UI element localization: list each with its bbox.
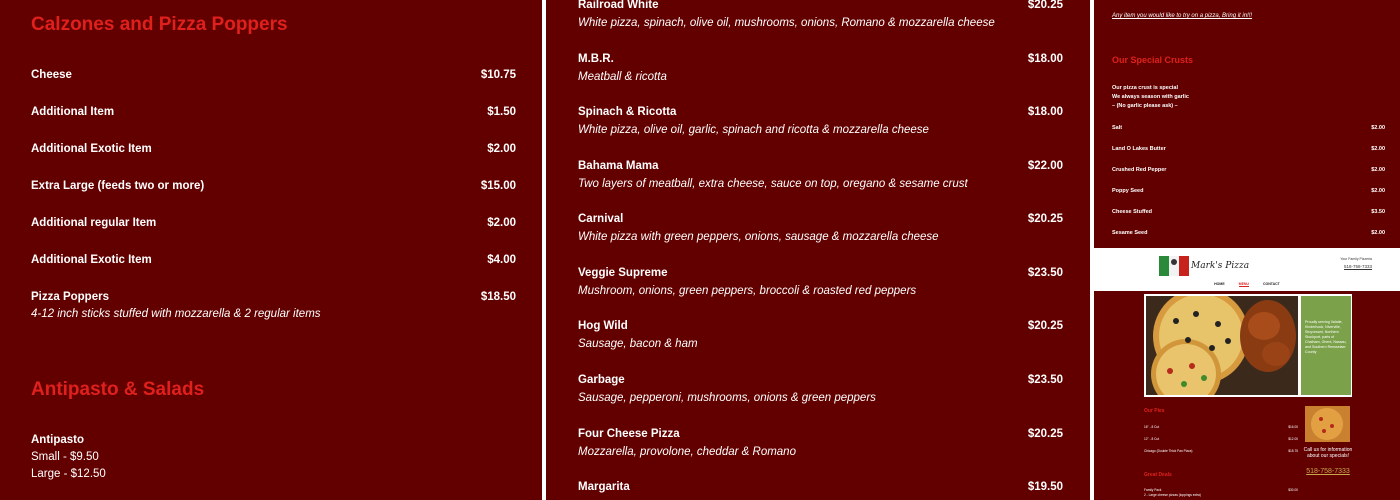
section-title-crusts: Our Special Crusts — [1112, 55, 1194, 65]
menu-item — [578, 213, 1063, 243]
item-price: $3.50 — [1371, 209, 1385, 215]
menu-panel-specialty-pizzas — [546, 0, 1090, 500]
item-price: $22.00 — [1027, 160, 1063, 172]
crust-intro-line: – (No garlic please ask) – — [1112, 103, 1178, 109]
item-price: $2.00 — [1371, 230, 1385, 236]
item-price: $2.00 — [487, 217, 516, 229]
menu-panel-calzones — [0, 0, 542, 500]
item-price: $30.00 — [1288, 488, 1298, 492]
item-name: 12" - 8 Cut — [1144, 437, 1160, 441]
item-name: Bahama Mama — [578, 160, 659, 172]
nav-menu[interactable]: MENU — [1238, 282, 1249, 286]
item-price: $20.25 — [1027, 213, 1063, 225]
crusts-section — [1094, 0, 1400, 248]
item-name: Family Pack — [1144, 488, 1162, 492]
menu-item — [31, 106, 516, 118]
item-price: $12.00 — [1288, 437, 1298, 441]
call-phone-link[interactable]: 518-758-7333 — [1306, 468, 1350, 475]
menu-item — [31, 254, 516, 266]
item-name: Extra Large (feeds two or more) — [31, 180, 205, 192]
crust-item — [1112, 146, 1385, 152]
item-name: Carnival — [578, 213, 624, 225]
item-name: Sesame Seed — [1112, 230, 1148, 236]
menu-item — [31, 143, 516, 155]
item-name: Four Cheese Pizza — [578, 428, 680, 440]
item-description: White pizza, spinach, olive oil, mushrooms, onions, Romano & mozzarella cheese — [578, 17, 995, 29]
item-name: Additional Exotic Item — [31, 143, 152, 155]
menu-item — [578, 481, 1063, 493]
menu-item — [31, 434, 516, 480]
item-name: Additional Item — [31, 106, 115, 118]
item-price: $4.00 — [487, 254, 516, 266]
pie-row — [1144, 437, 1298, 441]
site-nav — [1094, 282, 1400, 287]
item-description: White pizza with green peppers, onions, sausage & mozzarella cheese — [578, 231, 939, 243]
item-price: $23.50 — [1027, 374, 1063, 386]
menu-item — [578, 160, 1063, 190]
item-name: Cheese Stuffed — [1112, 209, 1153, 215]
menu-item — [578, 320, 1063, 350]
item-description: White pizza, olive oil, garlic, spinach and ricotta & mozzarella cheese — [578, 124, 929, 136]
item-name: Margarita — [578, 481, 630, 493]
item-price: $18.00 — [1027, 53, 1063, 65]
item-price: $20.25 — [1027, 0, 1063, 11]
crust-item — [1112, 167, 1385, 173]
call-us-text: Call us for information about our specials! — [1303, 447, 1353, 460]
menu-panel-crusts-and-preview — [1094, 0, 1400, 500]
menu-item — [578, 428, 1063, 458]
item-price: $2.00 — [1371, 125, 1385, 131]
menu-item — [578, 0, 1063, 29]
item-price: $20.25 — [1027, 320, 1063, 332]
item-price: $19.50 — [1027, 481, 1063, 493]
website-preview — [1094, 248, 1400, 500]
item-price: $2.00 — [487, 143, 516, 155]
deal-row — [1144, 488, 1298, 492]
crust-item — [1112, 209, 1385, 215]
item-name: Salt — [1112, 125, 1123, 131]
bring-it-in-note: Any item you would like to try on a pizza, Bring it in!!! — [1112, 13, 1253, 19]
item-price: $18.00 — [1027, 106, 1063, 118]
item-price: $23.50 — [1027, 267, 1063, 279]
item-name: Cheese — [31, 69, 72, 81]
item-name: Additional Exotic Item — [31, 254, 152, 266]
item-name: Garbage — [578, 374, 625, 386]
section-title-antipasto: Antipasto & Salads — [31, 379, 205, 400]
item-description: Sausage, bacon & ham — [578, 338, 698, 350]
item-name: Crushed Red Pepper — [1112, 167, 1167, 173]
item-price: $2.00 — [1371, 167, 1385, 173]
item-name: Hog Wild — [578, 320, 628, 332]
item-name: Spinach & Ricotta — [578, 106, 677, 118]
site-header — [1094, 248, 1400, 291]
pies-title: Our Pies — [1144, 408, 1165, 414]
item-name: Poppy Seed — [1112, 188, 1144, 194]
crust-item — [1112, 230, 1385, 236]
item-price: $10.75 — [480, 69, 516, 81]
pizza-slice-photo — [1305, 406, 1350, 442]
pie-row — [1144, 449, 1298, 453]
item-name: Railroad White — [578, 0, 659, 11]
item-price: $1.50 — [487, 106, 516, 118]
item-price: $18.75 — [1288, 449, 1298, 453]
item-name: Additional regular Item — [31, 217, 157, 229]
menu-item — [31, 217, 516, 229]
nav-contact[interactable]: CONTACT — [1262, 282, 1280, 286]
pie-row — [1144, 425, 1298, 429]
item-price: $16.00 — [1288, 425, 1298, 429]
crust-intro-line: Our pizza crust is special — [1112, 85, 1179, 91]
menu-item — [31, 291, 516, 320]
menu-item — [578, 267, 1063, 297]
item-name: 16" - 8 Cut — [1144, 425, 1160, 429]
item-description: Mushroom, onions, green peppers, broccoli & roasted red peppers — [578, 285, 917, 297]
item-name: M.B.R. — [578, 53, 614, 65]
italian-flag-icon — [1159, 256, 1189, 276]
item-price: $2.00 — [1371, 146, 1385, 152]
menu-item — [578, 106, 1063, 136]
menu-item — [31, 69, 516, 81]
item-price: $18.50 — [480, 291, 516, 303]
crust-intro-line: We always season with garlic — [1112, 94, 1189, 100]
item-size-small: Small - $9.50 — [31, 451, 99, 463]
item-price: $15.00 — [480, 180, 516, 192]
pizza-photo — [1146, 296, 1298, 395]
menu-item — [31, 180, 516, 192]
menu-item — [578, 374, 1063, 404]
item-description: Two layers of meatball, extra cheese, sauce on top, oregano & sesame crust — [578, 178, 968, 190]
item-name: Chicago (Double Thick Pan Pizza) — [1144, 449, 1193, 453]
service-area-text: Proudly serving Valatie, Kinderhook, Niverville, Stuyvesant, Northern Stockport, parts of Chatham, Ghent, Nassau, and Southern Rensselaer County — [1301, 296, 1351, 395]
item-size-large: Large - $12.50 — [31, 468, 106, 480]
nav-home[interactable]: HOME — [1214, 282, 1225, 286]
menu-item — [578, 53, 1063, 83]
crust-item — [1112, 125, 1385, 131]
item-price: $2.00 — [1371, 188, 1385, 194]
crust-item — [1112, 188, 1385, 194]
item-description: Mozzarella, provolone, cheddar & Romano — [578, 446, 796, 458]
site-phone-link[interactable]: 518-758-7333 — [1343, 264, 1372, 269]
item-name: Pizza Poppers — [31, 291, 109, 303]
crust-intro — [1112, 84, 1189, 111]
item-description: 4-12 inch sticks stuffed with mozzarella & 2 regular items — [31, 308, 321, 320]
deal-row — [1144, 493, 1298, 497]
deals-title: Great Deals — [1144, 472, 1172, 478]
item-name: Antipasto — [31, 434, 85, 446]
item-price: $20.25 — [1027, 428, 1063, 440]
item-description: Sausage, pepperoni, mushrooms, onions & green peppers — [578, 392, 876, 404]
site-logo[interactable]: Mark's Pizza — [1191, 261, 1250, 271]
item-name: Veggie Supreme — [578, 267, 668, 279]
site-tagline: Your Family Pizzeria — [1340, 257, 1372, 261]
hero-banner — [1144, 294, 1352, 397]
section-title-calzones: Calzones and Pizza Poppers — [31, 14, 288, 35]
item-name: Land O Lakes Butter — [1112, 146, 1166, 152]
item-name: 2 - Large cheese pizzas (toppings extra) — [1144, 493, 1201, 497]
item-description: Meatball & ricotta — [578, 71, 667, 83]
